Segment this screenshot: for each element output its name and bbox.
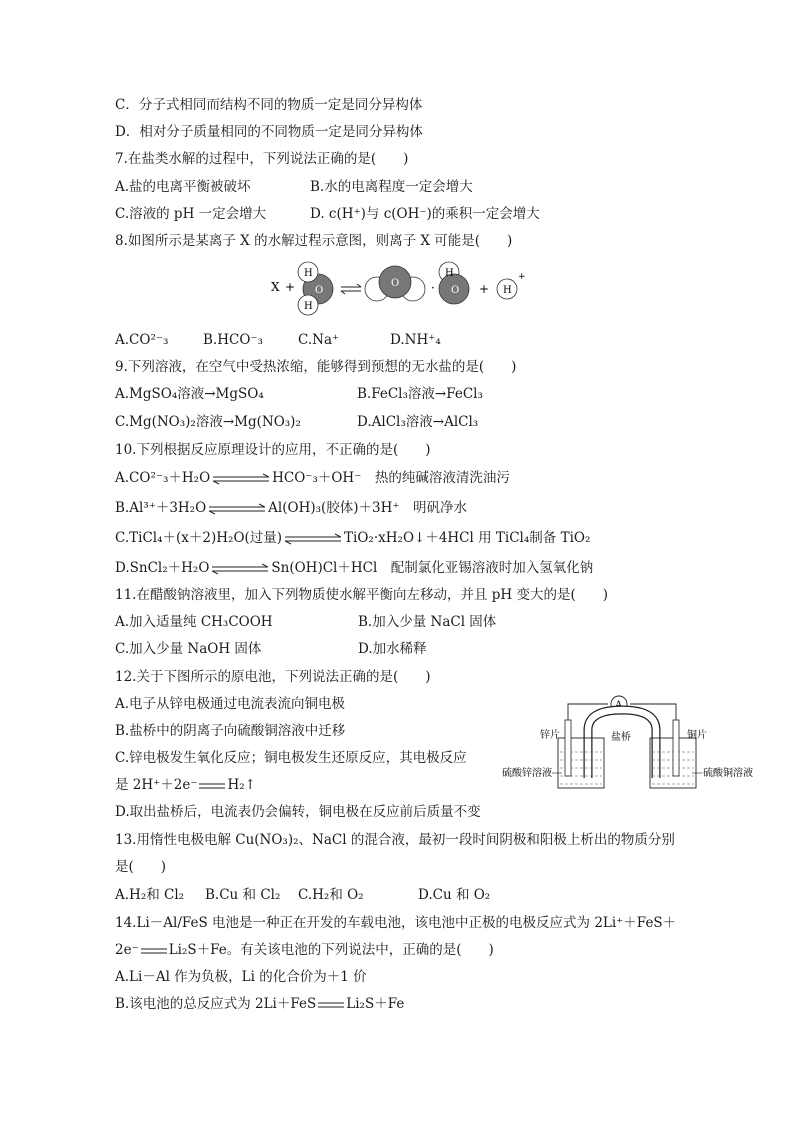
zinc-electrode	[565, 720, 571, 776]
equals-sign-icon	[141, 946, 167, 956]
option-14a: A.Li－Al 作为负极，Li 的化合价为＋1 价	[115, 969, 367, 985]
option-8c: C.Na⁺	[298, 332, 340, 348]
option-11b: B.加入少量 NaCl 固体	[358, 614, 497, 630]
equilibrium-arrow-icon	[212, 563, 268, 575]
option-12a: A.电子从锌电极通过电流表流向铜电极	[115, 696, 346, 712]
equals-sign-icon	[318, 1000, 344, 1010]
option-8a: A.CO²⁻₃	[115, 332, 169, 348]
svg-text:H: H	[304, 268, 313, 279]
option-8d: D.NH⁺₄	[390, 332, 441, 348]
equilibrium-arrow-icon	[285, 533, 341, 545]
copper-label: 铜片	[687, 730, 707, 741]
option-12b: B.盐桥中的阴离子向硫酸铜溶液中迁移	[115, 723, 346, 739]
question-10: 10.下列根据反应原理设计的应用，不正确的是( )	[115, 442, 431, 458]
option-9a: A.MgSO₄溶液→MgSO₄	[115, 386, 264, 402]
svg-text:O: O	[391, 278, 400, 289]
question-8: 8.如图所示是某离子 X 的水解过程示意图，则离子 X 可能是( )	[115, 233, 513, 249]
svg-text:O: O	[315, 285, 324, 296]
option-12d: D.取出盐桥后，电流表仍会偏转，铜电极在反应前后质量不变	[115, 804, 481, 820]
option-12c: C.锌电极发生氧化反应；铜电极发生还原反应，其电极反应	[115, 750, 467, 766]
option-7d: D. c(H⁺)与 c(OH⁻)的乘积一定会增大	[310, 206, 540, 222]
option-10d: D.SnCl₂＋H₂O Sn(OH)Cl＋HCl 配制氯化亚锡溶液时加入氢氧化钠	[115, 560, 594, 576]
salt-bridge	[588, 710, 656, 778]
znso4-label: 硫酸锌溶液	[502, 768, 552, 779]
option-13a: A.H₂和 Cl₂	[115, 887, 185, 903]
question-13: 13.用惰性电极电解 Cu(NO₃)₂、NaCl 的混合液，最初一段时间阴极和阳极上析出的物质分别	[115, 832, 675, 848]
option-8b: B.HCO⁻₃	[203, 332, 263, 348]
option-13d: D.Cu 和 O₂	[418, 887, 491, 903]
option-line: D．相对分子质量相同的不同物质一定是同分异构体	[115, 124, 423, 140]
question-11: 11.在醋酸钠溶液里，加入下列物质使水解平衡向左移动，并且 pH 变大的是( )	[115, 587, 608, 603]
salt-bridge-label: 盐桥	[611, 732, 631, 743]
svg-text:O: O	[451, 285, 460, 296]
option-13c: C.H₂和 O₂	[298, 887, 364, 903]
charge-sign: +	[518, 272, 526, 282]
plus-sign: +	[285, 280, 296, 294]
question-9: 9.下列溶液，在空气中受热浓缩，能够得到预想的无水盐的是( )	[115, 359, 517, 375]
question-7: 7.在盐类水解的过程中，下列说法正确的是( )	[115, 151, 409, 167]
option-7a: A.盐的电离平衡被破坏	[115, 179, 251, 195]
option-14b: B.该电池的总反应式为 2Li＋FeS Li₂S＋Fe	[115, 996, 405, 1012]
svg-text:A: A	[615, 700, 623, 711]
hydrolysis-diagram	[265, 258, 535, 322]
option-10b: B.Al³⁺＋3H₂O Al(OH)₃(胶体)＋3H⁺ 明矾净水	[115, 500, 468, 516]
zinc-label: 锌片	[540, 730, 560, 741]
option-11d: D.加水稀释	[358, 641, 427, 657]
option-13b: B.Cu 和 Cl₂	[205, 887, 281, 903]
question-14-cont: 2e⁻ Li₂S＋Fe。有关该电池的下列说法中，正确的是( )	[115, 942, 494, 958]
svg-text:H: H	[304, 301, 313, 312]
equals-sign-icon	[199, 781, 225, 791]
plus-sign: +	[479, 282, 490, 296]
galvanic-cell-diagram	[500, 690, 760, 798]
ion-x-label: X	[271, 280, 280, 294]
option-11a: A.加入适量纯 CH₃COOH	[115, 614, 273, 630]
svg-text:H: H	[445, 268, 454, 279]
option-10a: A.CO²⁻₃＋H₂O HCO⁻₃＋OH⁻ 热的纯碱溶液清洗油污	[115, 470, 510, 486]
option-9d: D.AlCl₃溶液→AlCl₃	[357, 414, 479, 430]
svg-text:H: H	[503, 285, 512, 296]
equilibrium-arrow-icon	[209, 503, 265, 515]
option-7b: B.水的电离程度一定会增大	[310, 179, 473, 195]
equilibrium-arrow-icon	[213, 473, 269, 485]
option-9b: B.FeCl₃溶液→FeCl₃	[357, 386, 483, 402]
equilibrium-arrow-icon	[341, 284, 361, 294]
question-14: 14.Li－Al/FeS 电池是一种正在开发的车载电池，该电池中正极的电极反应式为 2Li⁺＋FeS＋	[115, 915, 677, 931]
option-11c: C.加入少量 NaOH 固体	[115, 641, 262, 657]
option-line: C．分子式相同而结构不同的物质一定是同分异构体	[115, 97, 423, 113]
question-12: 12.关于下图所示的原电池，下列说法正确的是( )	[115, 669, 431, 685]
option-12c-cont: 是 2H⁺＋2e⁻ H₂↑	[115, 777, 256, 793]
option-7c: C.溶液的 pH 一定会增大	[115, 206, 267, 222]
dot-sign: ·	[431, 281, 435, 295]
cuso4-label: 硫酸铜溶液	[703, 768, 753, 779]
option-9c: C.Mg(NO₃)₂溶液→Mg(NO₃)₂	[115, 414, 301, 430]
copper-electrode	[673, 720, 679, 776]
question-13-cont: 是( )	[115, 859, 167, 875]
option-10c: C.TiCl₄＋(x＋2)H₂O(过量) TiO₂·xH₂O↓＋4HCl 用 TiCl₄制备 TiO₂	[115, 530, 591, 546]
